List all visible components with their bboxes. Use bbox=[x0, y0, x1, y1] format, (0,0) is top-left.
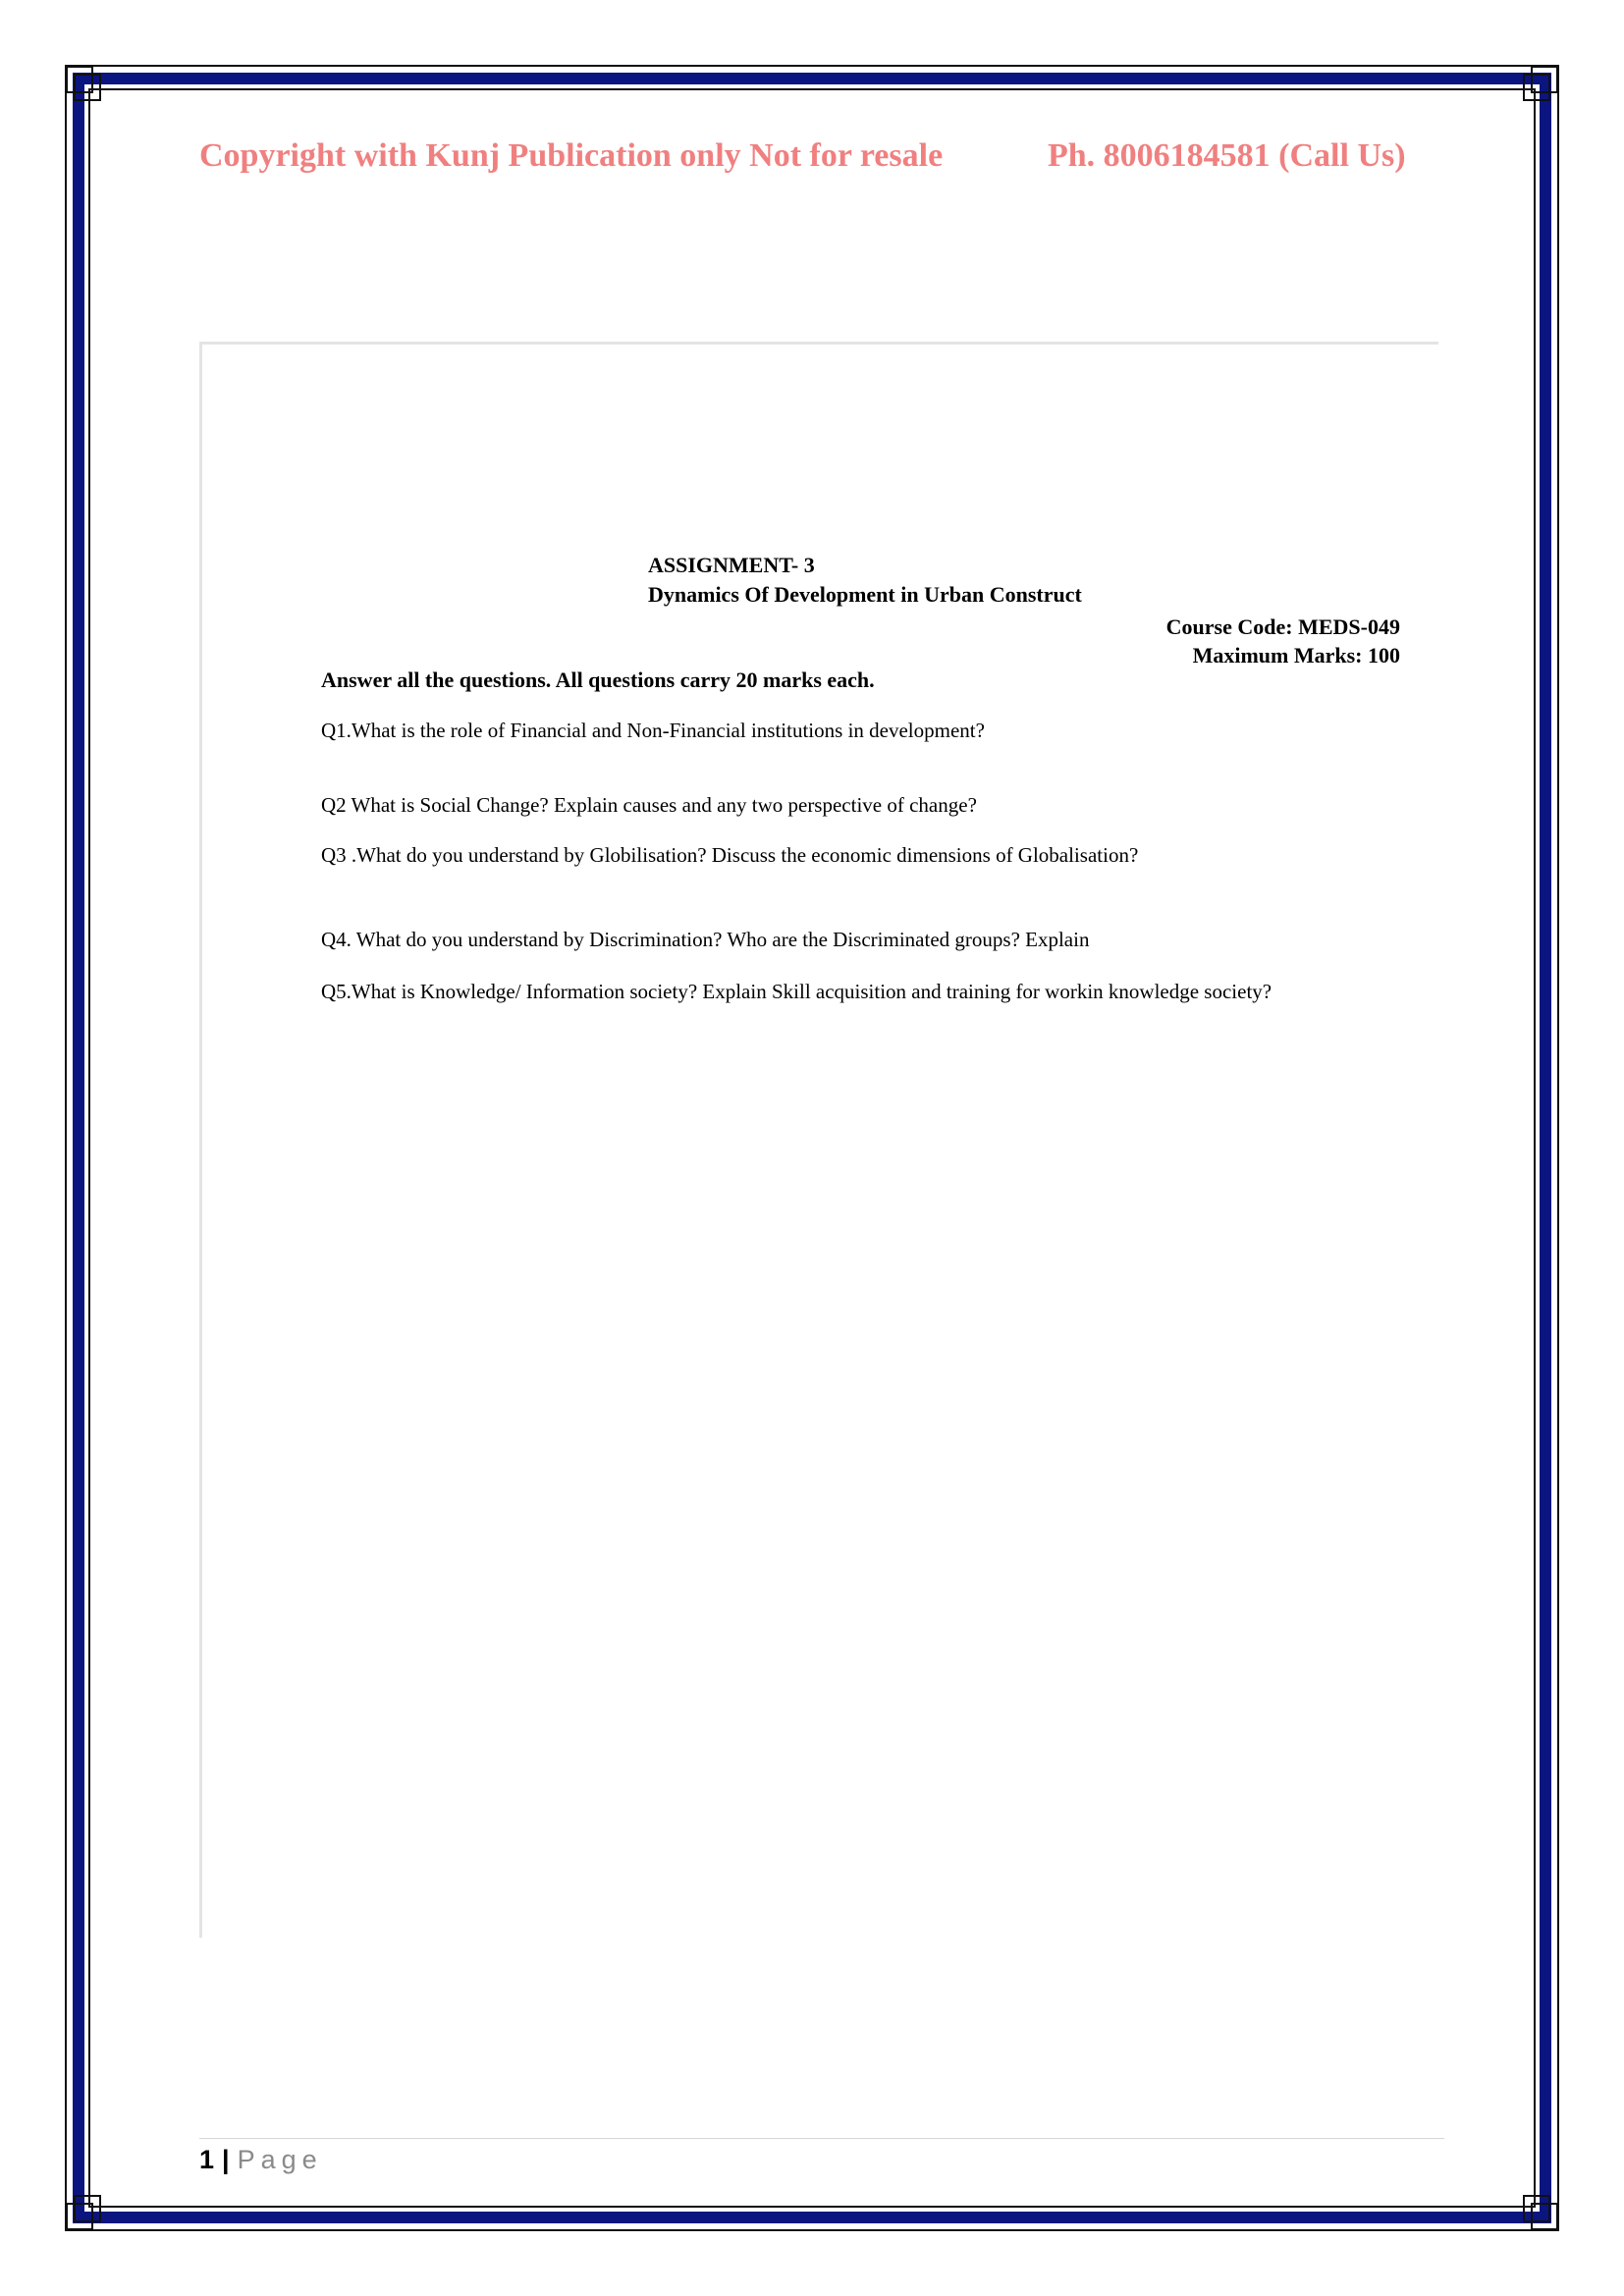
question-5: Q5.What is Knowledge/ Information society? Explain Skill acquisition and training for workin knowledge society? bbox=[321, 980, 1272, 1003]
question-2: Q2 What is Social Change? Explain causes and any two perspective of change? bbox=[321, 793, 977, 817]
assignment-subtitle: Dynamics Of Development in Urban Construct bbox=[648, 582, 1082, 607]
assignment-title-block bbox=[648, 551, 1082, 610]
contact-phone: Ph. 8006184581 (Call Us) bbox=[1048, 137, 1406, 174]
corner-ornament-top-right-icon bbox=[1522, 65, 1559, 102]
page-label: Page bbox=[237, 2145, 323, 2174]
copyright-notice: Copyright with Kunj Publication only Not for resale bbox=[199, 137, 944, 174]
maximum-marks: Maximum Marks: 100 bbox=[1192, 643, 1400, 667]
corner-ornament-top-left-icon bbox=[65, 65, 102, 102]
footer-divider bbox=[199, 2138, 1444, 2139]
page-footer bbox=[199, 2145, 323, 2175]
assignment-title: ASSIGNMENT- 3 bbox=[648, 553, 815, 577]
footer-separator: | bbox=[222, 2145, 230, 2174]
course-meta bbox=[982, 613, 1400, 669]
question-3: Q3 .What do you understand by Globilisation? Discuss the economic dimensions of Globalisation? bbox=[321, 843, 1139, 867]
instructions: Answer all the questions. All questions carry 20 marks each. bbox=[321, 667, 875, 692]
page-number: 1 bbox=[199, 2145, 215, 2174]
course-code: Course Code: MEDS-049 bbox=[1165, 614, 1400, 639]
corner-ornament-bottom-left-icon bbox=[65, 2194, 102, 2231]
corner-ornament-bottom-right-icon bbox=[1522, 2194, 1559, 2231]
question-4: Q4. What do you understand by Discrimination? Who are the Discriminated groups? Explain bbox=[321, 928, 1090, 951]
question-1: Q1.What is the role of Financial and Non-Financial institutions in development? bbox=[321, 719, 985, 742]
